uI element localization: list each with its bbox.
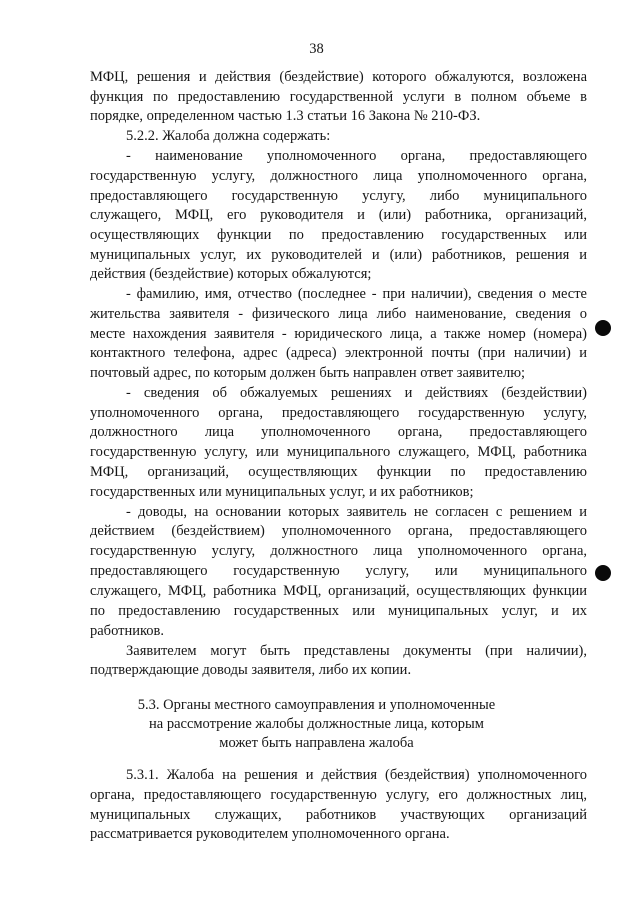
text-line: муниципальных услуг, их руководителей и (или) работников, решения и (90, 247, 587, 263)
text-line: работников. (90, 623, 165, 639)
heading-line: 5.3. Органы местного самоуправления и уполномоченные (137, 697, 496, 713)
text-line: 5.2.2. Жалоба должна содержать: (126, 128, 331, 144)
text-line: предоставляющего государственную услугу, или муниципального (90, 563, 587, 579)
heading-line: может быть направлена жалоба (219, 735, 414, 751)
text-line: МФЦ, решения и действия (бездействие) которого обжалуются, возложена (90, 69, 587, 85)
punch-hole-mark (595, 320, 611, 336)
text-line: государственную услугу, должностного лица уполномоченного органа, (90, 168, 587, 184)
text-line: должностного лица уполномоченного органа, предоставляющего (90, 424, 587, 440)
text-line: 5.3.1. Жалоба на решения и действия (бездействия) уполномоченного (126, 767, 587, 783)
text-line: - сведения об обжалуемых решениях и действиях (бездействии) (126, 385, 587, 401)
text-line: - фамилию, имя, отчество (последнее - при наличии), сведения о месте (126, 286, 587, 302)
text-line: служащего, МФЦ, его руководителя и (или) работника, организаций, (90, 207, 587, 223)
text-line: государственную услугу, должностного лица уполномоченного органа, (90, 543, 587, 559)
punch-hole-mark (595, 565, 611, 581)
text-line: по предоставлению государственных или муниципальных услуг, и их (90, 603, 587, 619)
text-line: муниципальных служащих, работников участвующих организаций (90, 807, 587, 823)
page-number: 38 (309, 41, 324, 57)
text-line: подтверждающие доводы заявителя, либо их копии. (90, 662, 412, 678)
text-line: государственную услугу, или муниципального служащего, МФЦ, работника (90, 444, 587, 460)
text-line: органа, предоставляющего государственную услугу, его должностных лиц, (90, 787, 587, 803)
text-line: контактного телефона, адрес (адреса) электронной почты (при наличии) и (90, 345, 587, 361)
text-line: - наименование уполномоченного органа, предоставляющего (126, 148, 587, 164)
text-line: почтовый адрес, по которым должен быть направлен ответ заявителю; (90, 365, 526, 381)
text-line: служащего, МФЦ, работника МФЦ, организаций, осуществляющих функции (90, 583, 587, 599)
text-line: - доводы, на основании которых заявитель не согласен с решением и (126, 504, 587, 520)
text-line: осуществляющих функции по предоставлению государственных или (90, 227, 587, 243)
heading-line: на рассмотрение жалобы должностные лица, которым (149, 716, 484, 732)
text-line: действием (бездействием) уполномоченного органа, предоставляющего (90, 523, 587, 539)
text-line: функция по предоставлению государственной услуги в полном объеме в (90, 89, 587, 105)
text-line: государственных или муниципальных услуг, и их работников; (90, 484, 474, 500)
text-line: порядке, определенном частью 1.3 статьи 16 Закона № 210-ФЗ. (90, 108, 481, 124)
text-line: месте нахождения заявителя - юридического лица, а также номер (номера) (90, 326, 587, 342)
text-line: действия (бездействие) которых обжалуются; (90, 266, 372, 282)
text-line: МФЦ, организаций, осуществляющих функции по предоставлению (90, 464, 587, 480)
text-line: уполномоченного органа, предоставляющего государственную услугу, (90, 405, 587, 421)
text-line: жительства заявителя - физического лица либо наименование, сведения о (90, 306, 587, 322)
text-line: предоставляющего государственную услугу, либо муниципального (90, 188, 587, 204)
text-line: Заявителем могут быть представлены документы (при наличии), (126, 643, 587, 659)
text-line: рассматривается руководителем уполномоченного органа. (90, 826, 450, 842)
